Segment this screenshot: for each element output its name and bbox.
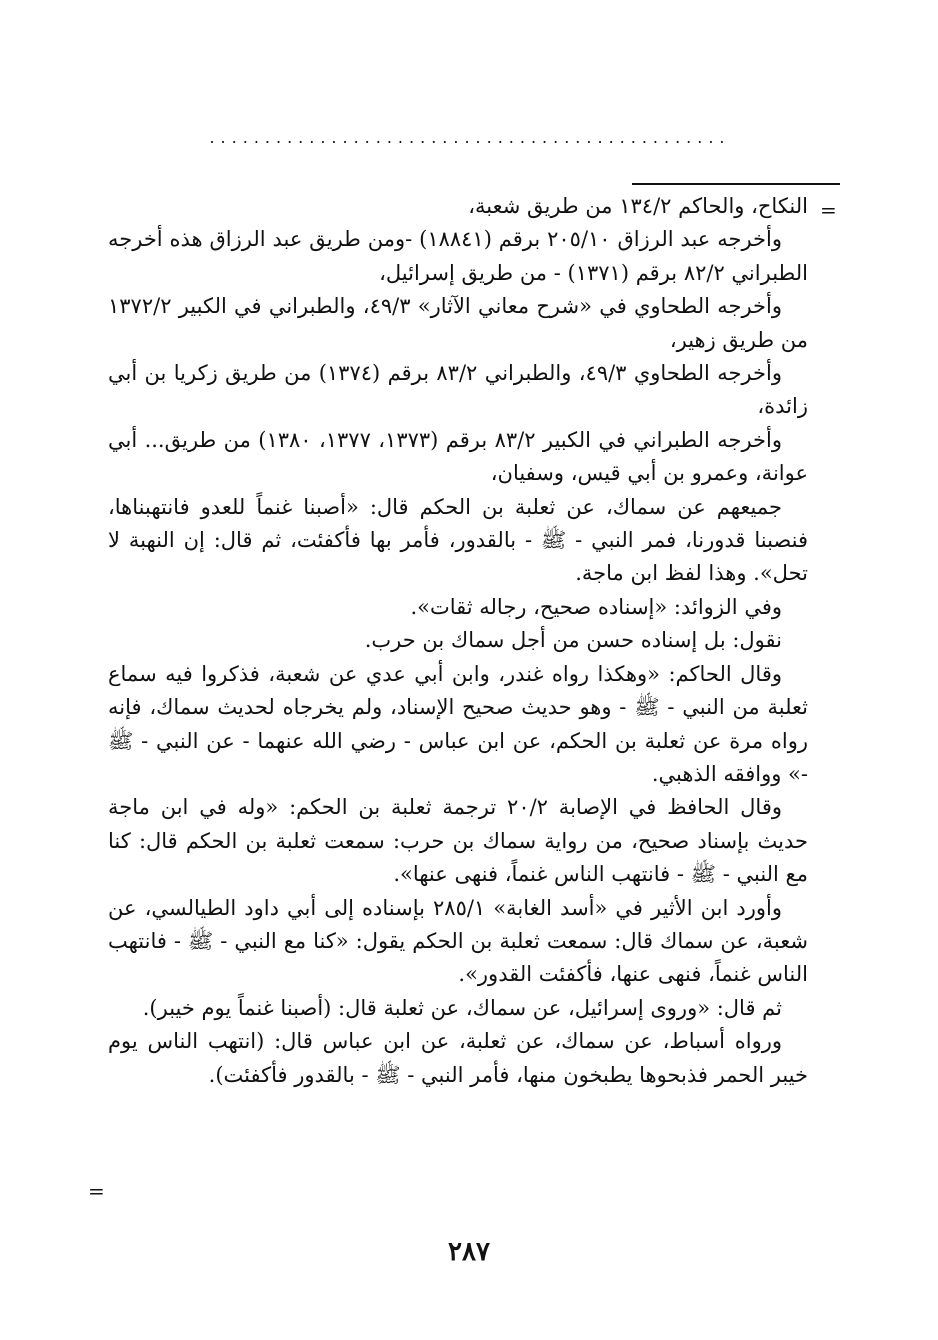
- paragraph-7: وفي الزوائد: «إسناده صحيح، رجاله ثقات».: [410, 594, 782, 619]
- header-dotted-line: ...............................................: [209, 128, 731, 147]
- paragraph-2: وأخرجه عبد الرزاق ٢٠٥/١٠ برقم (١٨٨٤١) -ومن طريق عبد الرزاق هذه أخرجه الطبراني ٨٢/٢ برقم (١٣٧١) - من طريق إسرائيل،: [108, 227, 808, 285]
- paragraph-12: ثم قال: «وروى إسرائيل، عن سماك، عن ثعلبة قال: (أصبنا غنماً يوم خيبر).: [142, 995, 782, 1020]
- footnote-separator-rule: [632, 183, 840, 185]
- paragraph-8: نقول: بل إسناده حسن من أجل سماك بن حرب.: [364, 628, 782, 653]
- paragraph-6: جميعهم عن سماك، عن ثعلبة بن الحكم قال: «أصبنا غنماً للعدو فانتهبناها، فنصبنا قدورنا، فمر النبي - ﷺ - بالقدور، فأمر بها فأكفئت، ثم قال: إن النهبة لا تحل». وهذا لفظ ابن ماجة.: [108, 494, 808, 586]
- paragraph-3: وأخرجه الطحاوي في «شرح معاني الآثار» ٤٩/٣، والطبراني في الكبير ١٣٧٢/٢ من طريق زهير،: [108, 294, 808, 352]
- paragraph-9: وقال الحاكم: «وهكذا رواه غندر، وابن أبي عدي عن شعبة، فذكروا فيه سماع ثعلبة من النبي - ﷺ - وهو حديث صحيح الإسناد، ولم يخرجاه لحديث سماك، فإنه رواه مرة عن ثعلبة بن الحكم، عن ابن عباس - رضي الله عنهما - عن النبي - ﷺ -» ووافقه الذهبي.: [108, 661, 808, 786]
- paragraph-10: وقال الحافظ في الإصابة ٢٠/٢ ترجمة ثعلبة بن الحكم: «وله في ابن ماجة حديث بإسناد صحيح، من رواية سماك بن حرب: سمعت ثعلبة بن الحكم قال: كنا مع النبي - ﷺ - فانتهب الناس غنماً، فنهى عنها».: [108, 795, 808, 887]
- page-number: ٢٨٧: [448, 1237, 490, 1267]
- continuation-mark-top: =: [820, 198, 837, 222]
- paragraph-1: النكاح، والحاكم ١٣٤/٢ من طريق شعبة،: [468, 194, 808, 218]
- paragraph-13: ورواه أسباط، عن سماك، عن ثعلبة، عن ابن عباس قال: (انتهب الناس يوم خيبر الحمر فذبحوها يطبخون منها، فأمر النبي - ﷺ - بالقدور فأكفئت).: [108, 1029, 808, 1087]
- paragraph-5: وأخرجه الطبراني في الكبير ٨٣/٢ برقم (١٣٧٣، ١٣٧٧، ١٣٨٠) من طريق... أبي عوانة، وعمرو بن أبي قيس، وسفيان،: [108, 427, 808, 486]
- paragraph-11: وأورد ابن الأثير في «أسد الغابة» ٢٨٥/١ بإسناده إلى أبي داود الطيالسي، عن شعبة، عن سماك قال: سمعت ثعلبة بن الحكم يقول: «كنا مع النبي - ﷺ - فانتهب الناس غنماً، فنهى عنها، فأكفئت القدور».: [108, 895, 808, 987]
- footnote-text-block: [108, 190, 808, 1092]
- continuation-mark-bottom: =: [88, 1179, 105, 1203]
- paragraph-4: وأخرجه الطحاوي ٤٩/٣، والطبراني ٨٣/٢ برقم (١٣٧٤) من طريق زكريا بن أبي زائدة،: [108, 361, 808, 419]
